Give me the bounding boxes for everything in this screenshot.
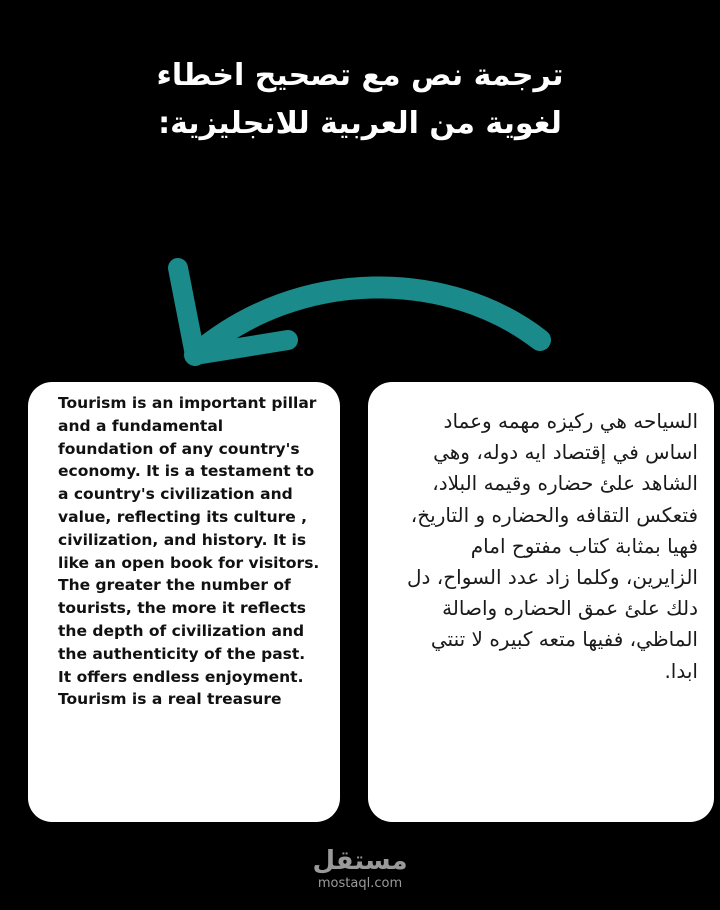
watermark-url: mostaql.com: [317, 876, 403, 891]
watermark-logo-arabic: مستقل: [312, 846, 408, 876]
title-line-1: ترجمة نص مع تصحيح اخطاء: [156, 58, 564, 93]
title-line-2: لغوية من العربية للانجليزية:: [158, 106, 562, 141]
curved-arrow-left-icon: [0, 0, 720, 380]
arabic-source-card: [368, 382, 714, 822]
english-translation-card: [28, 382, 340, 822]
english-text: Tourism is an important pillar and a fundamental foundation of any country's economy. It is a testament to a country's civilization and value, reflecting its culture , civilization, and history. It is like an open book for visitors. The greater the number of tourists, the more it reflects the depth of civilization and the authenticity of the past. It offers endless enjoyment. Tourism is a real treasure: [58, 394, 320, 709]
arrow-head-upper: [178, 268, 195, 355]
arabic-text: السياحه هي ركيزه مهمه وعماد اساس في إقتصاد ايه دوله، وهي الشاهد علئ حضاره وقيمه البلاد، فتعكس التقافه والحضاره و التاريخ، فهيا بمثابة كتاب مفتوح امام الزايرين، وكلما زاد عدد السواح، دل دلك علئ عمق الحضاره واصالة الماظي، ففيها متعه كبيره لا تنتي ابدا.: [407, 409, 698, 683]
mostaql-watermark: [300, 846, 420, 891]
